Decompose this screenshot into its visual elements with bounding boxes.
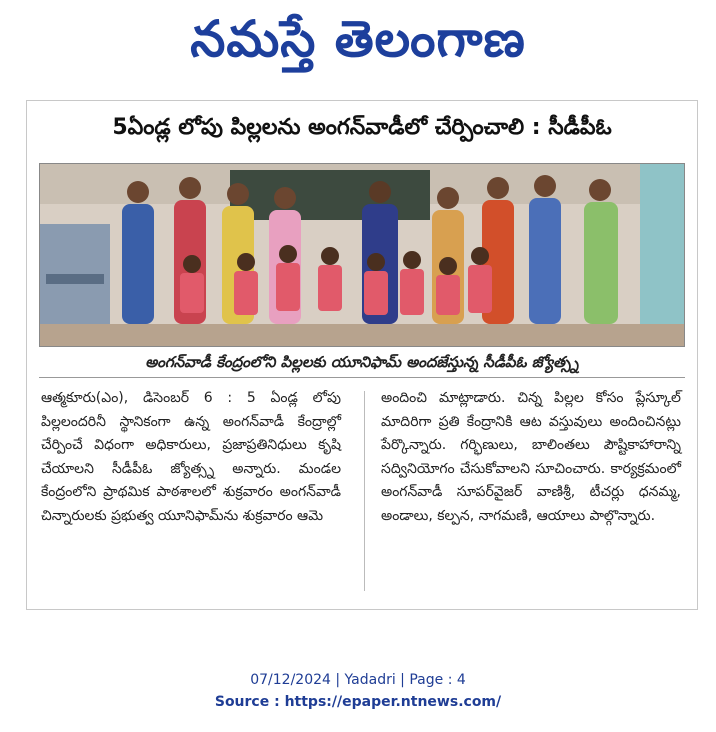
footer-source-link[interactable]: Source : https://epaper.ntnews.com/	[214, 694, 502, 710]
column-divider	[364, 391, 365, 591]
newspaper-logo: నమస్తే తెలంగాణ	[190, 10, 526, 68]
article-photo	[39, 163, 685, 347]
article-clipping	[26, 100, 698, 610]
caption-divider	[39, 377, 685, 378]
footer-date-edition: 07/12/2024 | Yadadri | Page : 4	[250, 672, 466, 688]
photo-caption: అంగన్‌వాడీ కేంద్రంలోని పిల్లలకు యూనిఫామ్ అందజేస్తున్న సీడీపీఓ జ్యోత్స్న	[145, 353, 579, 371]
article-column-left: ఆత్మకూరు(ఎం), డిసెంబర్ 6 : 5 ఏండ్ల లోపు పిల్లలందరినీ స్థానికంగా ఉన్న అంగన్‌వాడీ కేంద్రాల్లో చేర్పించే విధంగా అధికారులు, ప్రజాప్రతినిధులు కృషి చేయాలని సీడీపీఓ జ్యోత్స్న అన్నారు. మండల కేంద్రంలోని ప్రాథమిక పాఠశాలలో శుక్రవారం అంగన్‌వాడీ చిన్నారులకు ప్రభుత్వ యూనిఫామ్‌ను శుక్రవారం ఆమె	[41, 390, 341, 524]
masthead	[0, 4, 716, 74]
article-column-right: అందించి మాట్లాడారు. చిన్న పిల్లల కోసం ప్లేస్కూల్ మాదిరిగా ప్రతి కేంద్రానికి ఆట వస్తువులు అందించినట్లు పేర్కొన్నారు. గర్భిణులు, బాలింతలు పౌష్టికాహారాన్ని సద్వినియోగం చేసుకోవాలని సూచించారు. కార్యక్రమంలో అంగన్‌వాడీ సూపర్‌వైజర్ వాణిశ్రీ, టీచర్లు ధనమ్మ, అండాలు, కల్పన, నాగమణి, ఆయాలు పాల్గొన్నారు.	[381, 390, 681, 524]
article-headline: 5ఏండ్ల లోపు పిల్లలను అంగన్‌వాడీలో చేర్పించాలి : సీడీపీఓ	[112, 115, 612, 140]
